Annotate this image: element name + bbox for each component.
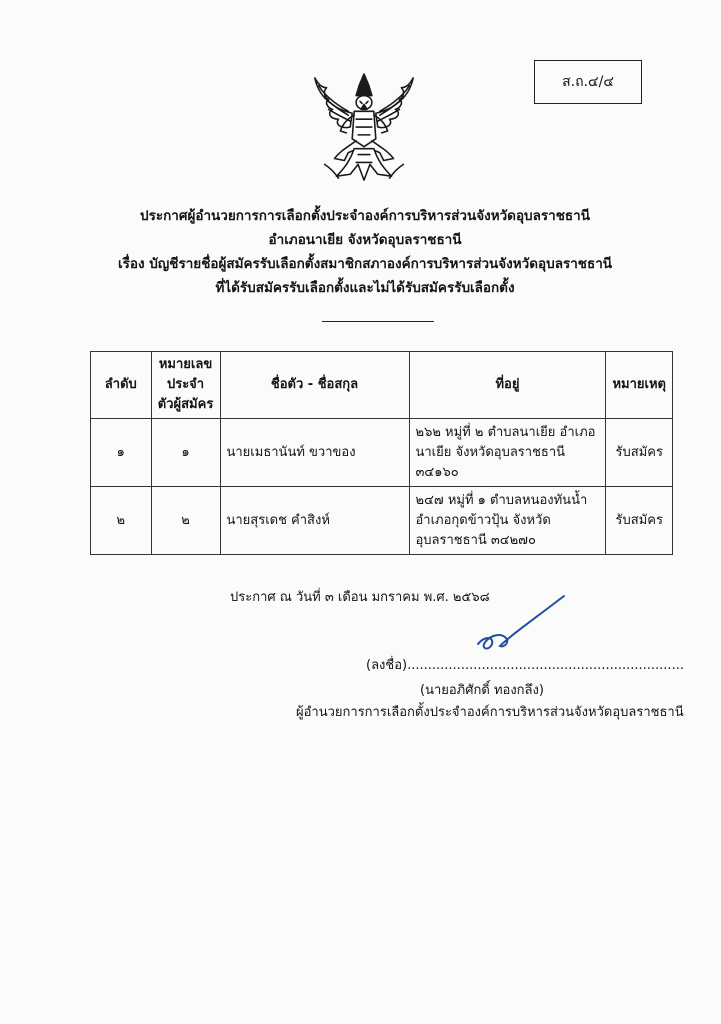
signer-title: ผู้อำนวยการการเลือกตั้งประจำองค์การบริหารส่วนจังหวัดอุบลราชธานี — [296, 705, 684, 720]
header-name: ชื่อตัว - ชื่อสกุล — [220, 352, 409, 419]
signer-name: (นายอภิศักดิ์ ทองกลึง) — [420, 683, 544, 698]
header-no: ลำดับ — [91, 352, 152, 419]
candidate-table — [90, 351, 673, 555]
cell-remark: รับสมัคร — [606, 487, 673, 555]
announcement-date: ประกาศ ณ วันที่ ๓ เดือน มกราคม พ.ศ. ๒๕๖๘ — [230, 590, 490, 605]
table-row — [91, 487, 673, 555]
heading-line-2: อำเภอนาเยีย จังหวัดอุบลราชธานี — [268, 232, 462, 248]
cell-no: ๒ — [91, 487, 152, 555]
cell-remark: รับสมัคร — [606, 419, 673, 487]
form-code: ส.ถ.๔/๔ — [562, 74, 614, 90]
cell-address: ๒๖๒ หมู่ที่ ๒ ตำบลนาเยีย อำเภอนาเยีย จังหวัดอุบลราชธานี ๓๔๑๖๐ — [409, 419, 606, 487]
header-candidate-number: หมายเลขประจำตัวผู้สมัคร — [151, 352, 220, 419]
header-remark: หมายเหตุ — [606, 352, 673, 419]
heading-line-1: ประกาศผู้อำนวยการการเลือกตั้งประจำองค์การบริหารส่วนจังหวัดอุบลราชธานี — [140, 208, 590, 224]
sign-label: (ลงชื่อ) — [366, 658, 408, 673]
garuda-emblem-icon — [305, 70, 423, 188]
announcement-heading — [110, 204, 620, 300]
signature-line — [366, 654, 684, 675]
header-address: ที่อยู่ — [409, 352, 606, 419]
table-row — [91, 419, 673, 487]
cell-address: ๒๔๗ หมู่ที่ ๑ ตำบลหนองทันน้ำ อำเภอกุดข้าวปุ้น จังหวัดอุบลราชธานี ๓๔๒๗๐ — [409, 487, 606, 555]
form-code-box — [534, 60, 642, 104]
cell-name: นายสุรเดช คำสิงห์ — [220, 487, 409, 555]
cell-candidate-number: ๒ — [151, 487, 220, 555]
handwritten-signature — [470, 592, 570, 658]
cell-no: ๑ — [91, 419, 152, 487]
cell-name: นายเมธานันท์ ขวาของ — [220, 419, 409, 487]
heading-divider — [322, 321, 434, 322]
sign-dots: ................................................................... — [407, 658, 684, 673]
table-header-row — [91, 352, 673, 419]
heading-line-4: ที่ได้รับสมัครรับเลือกตั้งและไม่ได้รับสมัครรับเลือกตั้ง — [215, 280, 515, 296]
cell-candidate-number: ๑ — [151, 419, 220, 487]
heading-line-3: เรื่อง บัญชีรายชื่อผู้สมัครรับเลือกตั้งสมาชิกสภาองค์การบริหารส่วนจังหวัดอุบลราชธานี — [117, 256, 613, 272]
